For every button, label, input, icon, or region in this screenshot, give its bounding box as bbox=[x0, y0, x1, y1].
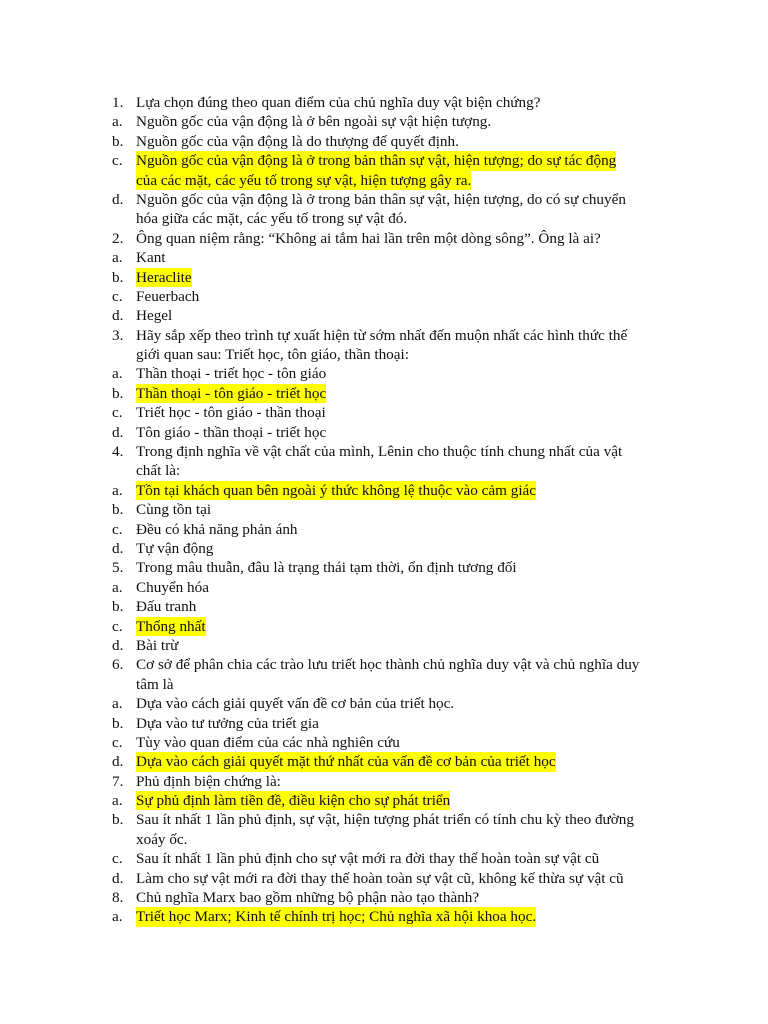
answer-option bbox=[0, 112, 768, 131]
continuation-line bbox=[0, 345, 768, 364]
line-text: Đấu tranh bbox=[136, 598, 197, 616]
document-body bbox=[0, 93, 768, 927]
line-text: Kant bbox=[136, 249, 166, 267]
question-line bbox=[0, 93, 768, 112]
line-text: hóa giữa các mặt, các yếu tố trong sự vật đó. bbox=[136, 210, 408, 228]
line-text: Sau ít nhất 1 lần phủ định cho sự vật mới ra đời thay thế hoàn toàn sự vật cũ bbox=[136, 850, 600, 868]
line-text: Chuyển hóa bbox=[136, 578, 209, 596]
line-text: Tùy vào quan điểm của các nhà nghiên cứu bbox=[136, 733, 400, 751]
answer-option bbox=[0, 364, 768, 383]
option-letter: a. bbox=[112, 481, 123, 499]
highlighted-answer-text: Thống nhất bbox=[136, 617, 206, 635]
line-text: Trong định nghĩa về vật chất của mình, Lênin cho thuộc tính chung nhất của vật bbox=[136, 443, 623, 461]
answer-option bbox=[0, 481, 768, 500]
line-text: Dựa vào tư tưởng của triết gia bbox=[136, 714, 319, 732]
option-letter: a. bbox=[112, 113, 123, 131]
line-text: Tự vận động bbox=[136, 539, 214, 557]
line-text: Tôn giáo - thần thoại - triết học bbox=[136, 423, 327, 441]
answer-option bbox=[0, 733, 768, 752]
line-text: Hãy sắp xếp theo trình tự xuất hiện từ sớm nhất đến muộn nhất các hình thức thế bbox=[136, 326, 628, 344]
question-number: 7. bbox=[112, 772, 124, 790]
option-letter: b. bbox=[112, 384, 124, 402]
answer-option bbox=[0, 714, 768, 733]
question-number: 6. bbox=[112, 656, 124, 674]
answer-option bbox=[0, 849, 768, 868]
highlighted-answer-text: Nguồn gốc của vận động là ở trong bản thân sự vật, hiện tượng; do sự tác động bbox=[136, 152, 617, 170]
highlighted-answer-text: Tồn tại khách quan bên ngoài ý thức không lệ thuộc vào cảm giác bbox=[136, 481, 537, 499]
answer-option bbox=[0, 500, 768, 519]
question-line bbox=[0, 888, 768, 907]
option-letter: b. bbox=[112, 501, 124, 519]
answer-option bbox=[0, 306, 768, 325]
question-number: 5. bbox=[112, 559, 124, 577]
option-letter: c. bbox=[112, 850, 123, 868]
continuation-line bbox=[0, 830, 768, 849]
option-letter: d. bbox=[112, 636, 124, 654]
answer-option bbox=[0, 597, 768, 616]
line-text: Triết học - tôn giáo - thần thoại bbox=[136, 404, 326, 422]
answer-option bbox=[0, 617, 768, 636]
option-letter: c. bbox=[112, 520, 123, 538]
question-number: 3. bbox=[112, 326, 124, 344]
option-letter: b. bbox=[112, 714, 124, 732]
line-text: chất là: bbox=[136, 462, 181, 480]
answer-option bbox=[0, 810, 768, 829]
option-letter: d. bbox=[112, 753, 124, 771]
option-letter: a. bbox=[112, 695, 123, 713]
option-letter: c. bbox=[112, 617, 123, 635]
option-letter: d. bbox=[112, 190, 124, 208]
line-text: Cơ sở để phân chia các trào lưu triết học thành chủ nghĩa duy vật và chủ nghĩa duy bbox=[136, 656, 640, 674]
option-letter: b. bbox=[112, 811, 124, 829]
answer-option bbox=[0, 287, 768, 306]
highlighted-answer-text: Heraclite bbox=[136, 268, 192, 286]
option-letter: c. bbox=[112, 733, 123, 751]
line-text: Chủ nghĩa Marx bao gồm những bộ phận nào tạo thành? bbox=[136, 889, 480, 907]
line-text: Feuerbach bbox=[136, 287, 200, 305]
line-text: Bài trừ bbox=[136, 636, 179, 654]
option-letter: a. bbox=[112, 792, 123, 810]
continuation-line bbox=[0, 675, 768, 694]
question-line bbox=[0, 558, 768, 577]
line-text: tâm là bbox=[136, 675, 174, 693]
line-text: Hegel bbox=[136, 307, 173, 325]
option-letter: d. bbox=[112, 869, 124, 887]
answer-option bbox=[0, 752, 768, 771]
line-text: xoáy ốc. bbox=[136, 830, 188, 848]
line-text: Sau ít nhất 1 lần phủ định, sự vật, hiện tượng phát triển có tính chu kỳ theo đường bbox=[136, 811, 634, 829]
option-letter: b. bbox=[112, 598, 124, 616]
question-number: 8. bbox=[112, 889, 124, 907]
answer-option bbox=[0, 791, 768, 810]
option-letter: a. bbox=[112, 249, 123, 267]
option-letter: c. bbox=[112, 404, 123, 422]
answer-option bbox=[0, 907, 768, 926]
highlighted-answer-text: Dựa vào cách giải quyết mặt thứ nhất của vấn đề cơ bản của triết học bbox=[136, 753, 556, 771]
question-line bbox=[0, 442, 768, 461]
question-number: 4. bbox=[112, 443, 124, 461]
answer-option bbox=[0, 694, 768, 713]
option-letter: c. bbox=[112, 152, 123, 170]
option-letter: a. bbox=[112, 365, 123, 383]
line-text: Nguồn gốc của vận động là ở trong bản thân sự vật, hiện tượng, do có sự chuyển bbox=[136, 190, 626, 208]
option-letter: d. bbox=[112, 539, 124, 557]
question-line bbox=[0, 229, 768, 248]
option-letter: d. bbox=[112, 423, 124, 441]
answer-option bbox=[0, 151, 768, 170]
answer-option bbox=[0, 636, 768, 655]
line-text: Đều có khả năng phản ánh bbox=[136, 520, 298, 538]
continuation-line bbox=[0, 171, 768, 190]
continuation-line bbox=[0, 209, 768, 228]
answer-option bbox=[0, 578, 768, 597]
question-line bbox=[0, 326, 768, 345]
question-number: 1. bbox=[112, 94, 124, 111]
answer-option bbox=[0, 190, 768, 209]
answer-option bbox=[0, 384, 768, 403]
line-text: Nguồn gốc của vận động là do thượng đế quyết định. bbox=[136, 132, 459, 150]
option-letter: c. bbox=[112, 287, 123, 305]
line-text: Cùng tồn tại bbox=[136, 501, 212, 519]
option-letter: d. bbox=[112, 307, 124, 325]
question-line bbox=[0, 772, 768, 791]
option-letter: a. bbox=[112, 908, 123, 926]
continuation-line bbox=[0, 461, 768, 480]
line-text: Làm cho sự vật mới ra đời thay thế hoàn toàn sự vật cũ, không kế thừa sự vật cũ bbox=[136, 869, 624, 887]
answer-option bbox=[0, 520, 768, 539]
highlighted-answer-text: Triết học Marx; Kinh tế chính trị học; Chủ nghĩa xã hội khoa học. bbox=[136, 908, 537, 926]
line-text: Phủ định biện chứng là: bbox=[136, 772, 281, 790]
answer-option bbox=[0, 132, 768, 151]
answer-option bbox=[0, 268, 768, 287]
highlighted-answer-text: của các mặt, các yếu tố trong sự vật, hiện tượng gây ra. bbox=[136, 171, 472, 189]
line-text: Nguồn gốc của vận động là ở bên ngoài sự vật hiện tượng. bbox=[136, 113, 492, 131]
line-text: Lựa chọn đúng theo quan điểm của chủ nghĩa duy vật biện chứng? bbox=[136, 94, 541, 111]
highlighted-answer-text: Sự phủ định làm tiền đề, điều kiện cho sự phát triển bbox=[136, 792, 451, 810]
option-letter: b. bbox=[112, 268, 124, 286]
answer-option bbox=[0, 869, 768, 888]
answer-option bbox=[0, 248, 768, 267]
line-text: giới quan sau: Triết học, tôn giáo, thần thoại: bbox=[136, 346, 409, 364]
option-letter: a. bbox=[112, 578, 123, 596]
line-text: Trong mâu thuẫn, đâu là trạng thái tạm thời, ổn định tương đối bbox=[136, 559, 517, 577]
answer-option bbox=[0, 403, 768, 422]
answer-option bbox=[0, 423, 768, 442]
line-text: Thần thoại - triết học - tôn giáo bbox=[136, 365, 327, 383]
question-number: 2. bbox=[112, 229, 124, 247]
line-text: Ông quan niệm rằng: “Không ai tắm hai lần trên một dòng sông”. Ông là ai? bbox=[136, 229, 601, 247]
answer-option bbox=[0, 539, 768, 558]
option-letter: b. bbox=[112, 132, 124, 150]
line-text: Dựa vào cách giải quyết vấn đề cơ bản của triết học. bbox=[136, 695, 455, 713]
question-line bbox=[0, 655, 768, 674]
highlighted-answer-text: Thần thoại - tôn giáo - triết học bbox=[136, 384, 327, 402]
